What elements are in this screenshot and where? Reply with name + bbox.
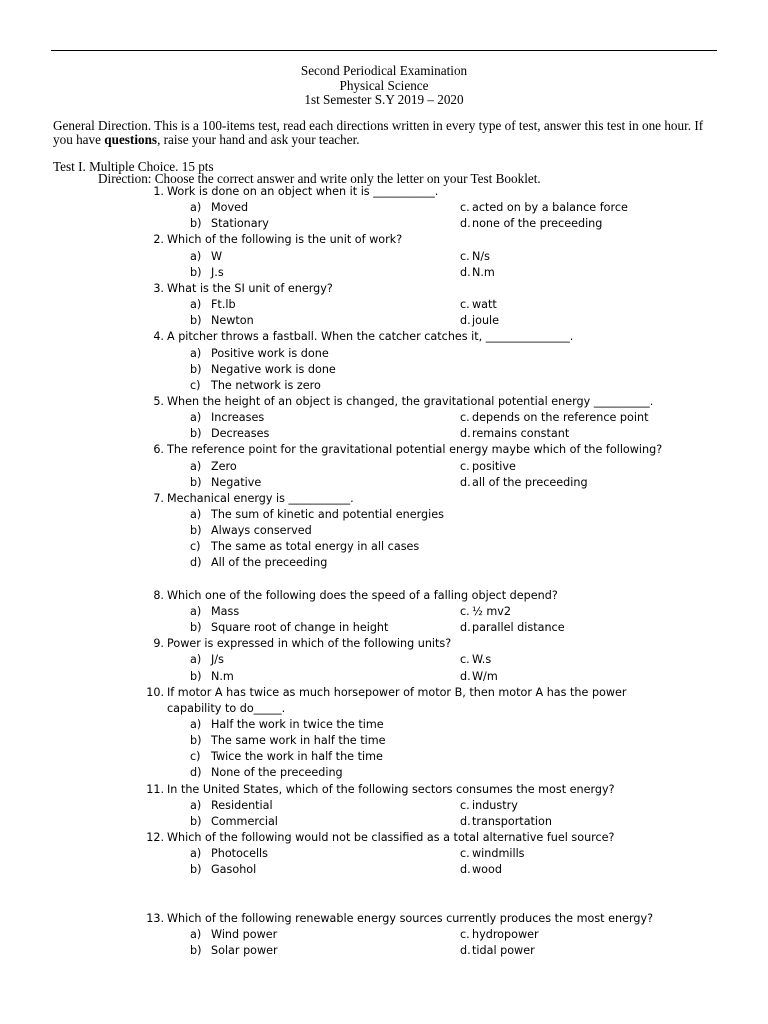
- choice-text: The network is zero: [211, 378, 321, 392]
- choice-label: a): [190, 847, 202, 861]
- question-text: A pitcher throws a fastball. When the catcher catches it, _______________.: [167, 330, 574, 344]
- choice-text: J.s: [211, 265, 224, 279]
- choice-text: N.m: [211, 669, 234, 683]
- choice-text: acted on by a balance force: [472, 201, 628, 215]
- choice-text: Increases: [211, 411, 265, 425]
- choice-text: wood: [472, 863, 502, 877]
- choice-label: d.: [460, 863, 471, 877]
- choice-label: c.: [460, 847, 470, 861]
- choice-label: a): [190, 249, 202, 263]
- choice-label: b): [190, 863, 202, 877]
- choice-text: Half the work in twice the time: [211, 717, 384, 731]
- choice-text: Photocells: [211, 847, 268, 861]
- question-text: Work is done on an object when it is ___________.: [167, 185, 439, 198]
- choice-label: c): [190, 378, 201, 392]
- question-number: 6.: [153, 443, 164, 457]
- choice-label: b): [190, 362, 202, 376]
- question-number: 12.: [146, 831, 164, 844]
- choice-label: d.: [460, 265, 471, 279]
- choice-text: joule: [472, 314, 500, 328]
- question-number: 2.: [153, 233, 164, 247]
- choice-label: d.: [460, 669, 471, 683]
- choice-text: tidal power: [472, 944, 535, 958]
- choice-label: d.: [460, 621, 471, 635]
- choice-text: The sum of kinetic and potential energies: [211, 508, 444, 521]
- choice-label: c.: [460, 927, 470, 941]
- choice-text: transportation: [472, 814, 552, 828]
- choice-text: Decreases: [211, 427, 270, 441]
- choice-label: a): [190, 298, 202, 312]
- choice-text: W.s: [472, 653, 492, 667]
- question-text: What is the SI unit of energy?: [167, 281, 333, 295]
- choice-text: Positive work is done: [211, 346, 329, 360]
- choice-text: N/s: [472, 249, 490, 263]
- choice-text: The same as total energy in all cases: [211, 540, 420, 554]
- choice-label: c.: [460, 411, 470, 425]
- choice-text: Mass: [211, 604, 240, 618]
- choice-label: a): [190, 653, 202, 667]
- choice-label: d.: [460, 944, 471, 958]
- choice-label: c.: [460, 249, 470, 263]
- question-number: 9.: [153, 637, 164, 651]
- choice-label: b): [190, 475, 202, 489]
- choice-label: d.: [460, 814, 471, 828]
- choice-label: a): [190, 798, 202, 812]
- choice-text: depends on the reference point: [472, 411, 649, 425]
- question-text: Which of the following is the unit of work?: [167, 233, 403, 247]
- choice-text: Zero: [211, 459, 237, 473]
- question-number: 10.: [146, 685, 164, 699]
- choice-text: Negative work is done: [211, 362, 336, 376]
- choice-label: a): [190, 927, 202, 941]
- choice-label: a): [190, 201, 202, 215]
- question-text: The reference point for the gravitational potential energy maybe which of the following?: [167, 443, 663, 457]
- choice-text: windmills: [472, 847, 525, 861]
- question-number: 13.: [146, 911, 164, 925]
- choice-label: c): [190, 750, 201, 764]
- choice-text: Residential: [211, 798, 273, 812]
- question-number: 4.: [153, 330, 164, 344]
- general-direction-bold: questions: [104, 132, 158, 147]
- choice-text: parallel distance: [472, 621, 565, 635]
- choice-label: a): [190, 346, 202, 360]
- choice-label: b): [190, 621, 202, 635]
- choice-text: watt: [472, 298, 497, 312]
- choice-label: b): [190, 314, 202, 328]
- choice-label: d.: [460, 314, 471, 328]
- choice-text: All of the preceeding: [211, 556, 328, 570]
- choice-text: Stationary: [211, 217, 269, 231]
- question-text: Power is expressed in which of the following units?: [167, 637, 452, 651]
- choice-text: Twice the work in half the time: [211, 750, 383, 764]
- choice-label: d.: [460, 475, 471, 489]
- subject-title: Physical Science: [339, 77, 429, 93]
- choice-text: all of the preceeding: [472, 475, 588, 489]
- choice-text: The same work in half the time: [211, 734, 386, 748]
- choice-text: Square root of change in height: [211, 621, 389, 635]
- question-number: 5.: [153, 394, 164, 408]
- question-text-continued: capability to do_____.: [167, 701, 286, 715]
- choice-label: b): [190, 944, 202, 958]
- question-number: 7.: [153, 491, 164, 505]
- choice-text: industry: [472, 798, 518, 812]
- choice-text: remains constant: [472, 427, 570, 441]
- choice-label: c.: [460, 653, 470, 667]
- choice-text: Gasohol: [211, 863, 257, 877]
- exam-title: Second Periodical Examination: [300, 63, 468, 78]
- choice-label: a): [190, 604, 202, 618]
- question-text: Which of the following would not be classified as a total alternative fuel source?: [167, 831, 615, 844]
- choice-label: d): [190, 766, 202, 780]
- question-number: 11.: [146, 782, 164, 796]
- general-direction-part1: General Direction. This is a 100-items test, read each directions written in every type of test, answer this test in one hour. If you have: [53, 118, 704, 147]
- question-text: Mechanical energy is ___________.: [167, 491, 354, 505]
- choice-label: a): [190, 508, 202, 521]
- choice-label: c): [190, 540, 201, 554]
- choice-label: b): [190, 814, 202, 828]
- choice-text: Commercial: [211, 814, 278, 828]
- choice-label: c.: [460, 298, 470, 312]
- question-text: Which of the following renewable energy sources currently produces the most energy?: [167, 911, 654, 925]
- choice-text: None of the preceeding: [211, 766, 343, 780]
- choice-label: b): [190, 669, 202, 683]
- choice-label: b): [190, 734, 202, 748]
- choice-text: Wind power: [211, 927, 278, 941]
- choice-text: J/s: [211, 653, 224, 667]
- test-title: Test I. Multiple Choice. 15 pts: [53, 159, 214, 174]
- choice-text: hydropower: [472, 927, 539, 941]
- choice-label: c.: [460, 201, 470, 215]
- general-direction-part2: , raise your hand and ask your teacher.: [157, 132, 360, 147]
- semester-line: 1st Semester S.Y 2019 – 2020: [304, 92, 464, 107]
- choice-label: b): [190, 427, 202, 441]
- choice-text: none of the preceeding: [472, 217, 603, 231]
- choice-label: c.: [460, 798, 470, 812]
- choice-text: Negative: [211, 475, 262, 489]
- choice-label: d.: [460, 217, 471, 231]
- question-text: In the United States, which of the following sectors consumes the most energy?: [167, 782, 615, 796]
- choice-label: b): [190, 524, 202, 538]
- choice-text: N.m: [472, 265, 495, 279]
- test-direction: Direction: Choose the correct answer and write only the letter on your Test Booklet.: [98, 171, 541, 186]
- choice-text: W: [211, 249, 223, 263]
- choice-text: positive: [472, 459, 516, 473]
- choice-text: ½ mv2: [472, 604, 512, 618]
- question-text: Which one of the following does the speed of a falling object depend?: [167, 588, 558, 602]
- choice-text: Solar power: [211, 944, 278, 958]
- choice-text: Always conserved: [211, 524, 312, 538]
- choice-text: Newton: [211, 314, 254, 328]
- question-number: 1.: [153, 185, 164, 198]
- choice-label: d.: [460, 427, 471, 441]
- question-text: When the height of an object is changed, the gravitational potential energy __________.: [167, 394, 654, 408]
- choice-label: c.: [460, 459, 470, 473]
- choice-label: d): [190, 556, 202, 570]
- choice-text: W/m: [472, 669, 498, 683]
- choice-label: a): [190, 411, 202, 425]
- choice-label: b): [190, 217, 202, 231]
- choice-label: c.: [460, 604, 470, 618]
- choice-text: Ft.lb: [211, 298, 236, 312]
- choice-label: b): [190, 265, 202, 279]
- question-number: 3.: [153, 281, 164, 295]
- question-number: 8.: [153, 588, 164, 602]
- choice-text: Moved: [211, 201, 249, 215]
- question-text: If motor A has twice as much horsepower of motor B, then motor A has the power: [167, 685, 627, 699]
- choice-label: a): [190, 717, 202, 731]
- choice-label: a): [190, 459, 202, 473]
